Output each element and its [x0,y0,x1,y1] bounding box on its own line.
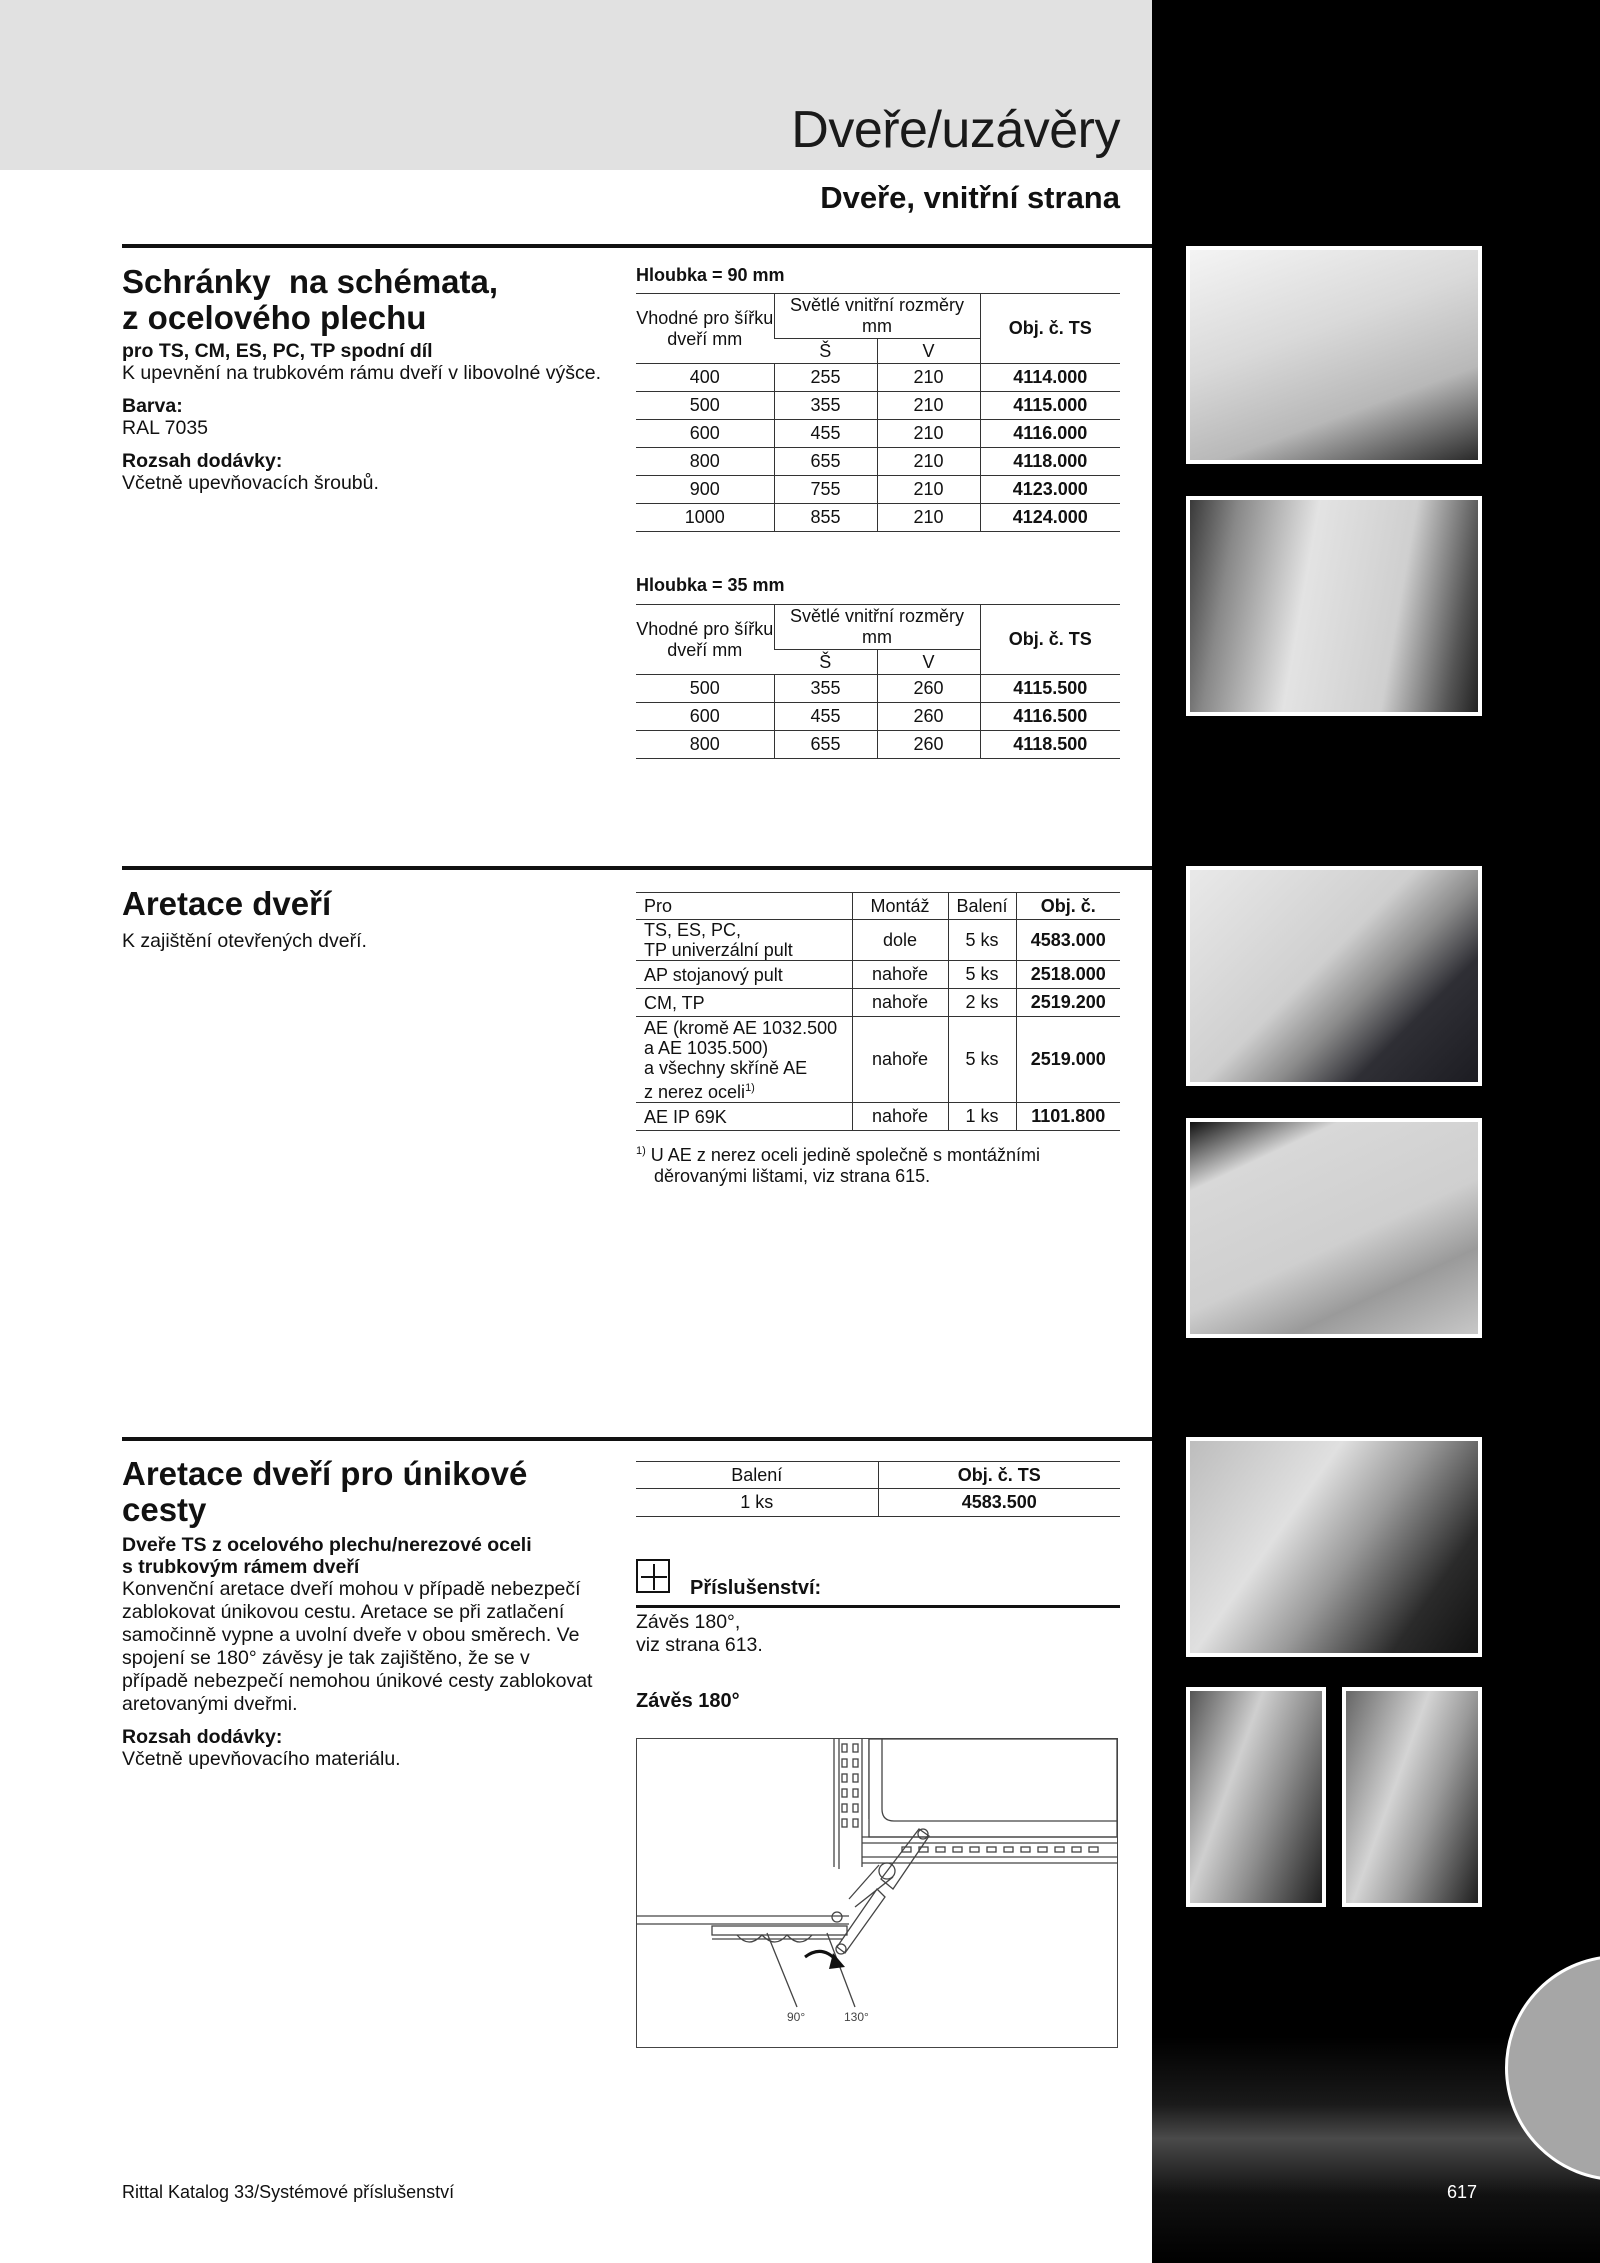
column-header: Obj. č. [1016,893,1120,920]
table-cell: nahoře [852,989,948,1017]
order-number-cell: 4116.500 [980,703,1120,731]
table-row [636,364,1120,392]
order-number-cell: 4583.000 [1016,920,1120,961]
table-cell: 260 [877,703,980,731]
accessories-header [636,1559,1120,1608]
column-header: V [877,339,980,364]
footnote [636,1141,1040,1187]
column-header: V [877,650,980,675]
depth-90-table [636,293,1120,532]
table-cell: 455 [774,420,877,448]
table-row [636,731,1120,759]
footnote-mark: 1) [636,1145,646,1157]
product-photo [1186,1687,1326,1907]
table-cell: 400 [636,364,774,392]
order-number-cell: 4116.000 [980,420,1120,448]
table-row [636,448,1120,476]
section-rule [122,244,1152,248]
drawing-title: Závěs 180° [636,1690,740,1712]
product-photo [1186,1437,1482,1657]
scope-value: Včetně upevňovacího materiálu. [122,1748,401,1770]
product-photo [1186,496,1482,716]
escape-stay-table [636,1461,1120,1517]
table-cell: 600 [636,703,774,731]
order-number-cell: 1101.800 [1016,1103,1120,1131]
order-number-cell: 4124.000 [980,504,1120,532]
column-header: Vhodné pro šířku dveří mm [636,294,774,364]
scope-label: Rozsah dodávky: [122,450,283,472]
order-number-cell: 2519.200 [1016,989,1120,1017]
accessories-label: Příslušenství: [690,1577,822,1599]
table-caption: Hloubka = 35 mm [636,575,785,595]
door-stay-table [636,892,1120,1131]
column-header: Obj. č. TS [980,294,1120,364]
table-cell: 355 [774,675,877,703]
table-row [636,920,1120,961]
table-row [636,1103,1120,1131]
product-title: Aretace dveří pro únikové cesty [122,1455,528,1528]
depth-35-table [636,604,1120,759]
product-title [122,264,602,336]
section-rule [122,1437,1152,1441]
table-cell: AE IP 69K [636,1103,852,1131]
column-header: Pro [636,893,852,920]
table-cell: 455 [774,703,877,731]
table-row [636,961,1120,989]
table-cell: 210 [877,364,980,392]
hinge-drawing-svg [637,1739,1117,2047]
table-cell: nahoře [852,1103,948,1131]
product-photo [1186,866,1482,1086]
table-cell: AP stojanový pult [636,961,852,989]
table-cell: 2 ks [948,989,1016,1017]
product-subtitle: Dveře TS z ocelového plechu/nerezové oceli [122,1534,532,1556]
order-number-cell: 4114.000 [980,364,1120,392]
order-number-cell: 4583.500 [878,1489,1120,1517]
accessories-line: Závěs 180°, [636,1611,741,1633]
section-title: Dveře, vnitřní strana [820,180,1120,215]
table-cell: nahoře [852,1017,948,1103]
product-photo [1186,1118,1482,1338]
product-description: K zajištění otevřených dveří. [122,930,367,952]
product-photo [1342,1687,1482,1907]
product-description: Konvenční aretace dveří mohou v případě nebezpečí zablokovat únikovou cestu. Aretace se při zatlačení samočinně vypne a uvolní dveře v obou směrech. Ve spojení se 180° závěsy je tak zajištěno, že se v případě nebezpečí nemohou únikové cesty zablokovat aretovanými dveřmi. [122,1578,593,1715]
table-caption: Hloubka = 90 mm [636,265,785,285]
order-number-cell: 4118.000 [980,448,1120,476]
table-cell: 1000 [636,504,774,532]
product-subtitle: s trubkovým rámem dveří [122,1556,360,1578]
color-value: RAL 7035 [122,417,209,439]
scope-label: Rozsah dodávky: [122,1726,283,1748]
table-row [636,675,1120,703]
table-cell: 800 [636,448,774,476]
table-cell: 260 [877,675,980,703]
hinge-drawing [636,1738,1118,2048]
footnote-line: U AE z nerez oceli jedině společně s montážními [650,1145,1040,1165]
column-header: Š [774,650,877,675]
table-cell: 755 [774,476,877,504]
table-cell: 210 [877,392,980,420]
table-cell: 1 ks [636,1489,878,1517]
section-schematic-holders [122,264,602,495]
accessories-line: viz strana 613. [636,1634,763,1656]
table-row [636,504,1120,532]
table-cell: 500 [636,392,774,420]
order-number-cell: 4118.500 [980,731,1120,759]
table-cell: 255 [774,364,877,392]
table-cell: 5 ks [948,1017,1016,1103]
order-number-cell: 2519.000 [1016,1017,1120,1103]
table-cell: 260 [877,731,980,759]
table-row [636,392,1120,420]
column-header: Světlé vnitřní rozměry mm [774,605,980,650]
product-photo [1186,246,1482,464]
order-number-cell: 2518.000 [1016,961,1120,989]
table-cell: CM, TP [636,989,852,1017]
footnote-ref: 1) [745,1081,755,1094]
section-rule [122,866,1152,870]
column-header: Montáž [852,893,948,920]
table-cell: 1 ks [948,1103,1016,1131]
product-description: K upevnění na trubkovém rámu dveří v libovolné výšce. [122,362,602,384]
column-header: Balení [948,893,1016,920]
column-header: Světlé vnitřní rozměry mm [774,294,980,339]
table-cell: 5 ks [948,920,1016,961]
table-cell: 500 [636,675,774,703]
table-cell: 5 ks [948,961,1016,989]
table-cell: 855 [774,504,877,532]
table-cell: AE (kromě AE 1032.500 a AE 1035.500) a všechny skříně AE z nerez oceli$^{1)}$ [636,1017,852,1103]
color-label: Barva: [122,395,183,417]
accessories-text [636,1611,763,1657]
table-row [636,476,1120,504]
table-cell: dole [852,920,948,961]
order-number-cell: 4115.000 [980,392,1120,420]
product-title-line: z ocelového plechu [122,299,427,336]
table-cell: 900 [636,476,774,504]
table-cell: 355 [774,392,877,420]
section-door-stay [122,886,602,953]
plus-icon [636,1559,670,1593]
product-title-line: Schránky na schémata, [122,263,499,300]
table-row [636,989,1120,1017]
table-row [636,1017,1120,1103]
table-row [636,1489,1120,1517]
table-cell: 210 [877,504,980,532]
product-title: Aretace dveří [122,885,332,922]
table-cell: 210 [877,448,980,476]
table-cell: TS, ES, PC, TP univerzální pult [636,920,852,961]
table-cell: 210 [877,476,980,504]
chapter-title: Dveře/uzávěry [791,101,1120,159]
page-number: 617 [1447,2182,1478,2202]
table-cell: 655 [774,448,877,476]
table-cell: 210 [877,420,980,448]
table-row [636,703,1120,731]
table-cell: nahoře [852,961,948,989]
column-header: Obj. č. TS [878,1462,1120,1489]
order-number-cell: 4115.500 [980,675,1120,703]
angle-label: 130° [844,2010,869,2024]
column-header: Š [774,339,877,364]
footnote-line: děrovanými lištami, viz strana 615. [654,1166,931,1186]
table-row [636,420,1120,448]
product-subtitle: pro TS, CM, ES, PC, TP spodní díl [122,340,433,362]
table-cell: 655 [774,731,877,759]
angle-label: 90° [787,2010,806,2024]
order-number-cell: 4123.000 [980,476,1120,504]
scope-value: Včetně upevňovacích šroubů. [122,472,379,494]
table-cell: 600 [636,420,774,448]
footer-catalog: Rittal Katalog 33/Systémové příslušenství [122,2182,455,2202]
column-header: Vhodné pro šířku dveří mm [636,605,774,675]
column-header: Balení [636,1462,878,1489]
column-header: Obj. č. TS [980,605,1120,675]
section-escape-route-stay [122,1456,602,1771]
table-cell: 800 [636,731,774,759]
